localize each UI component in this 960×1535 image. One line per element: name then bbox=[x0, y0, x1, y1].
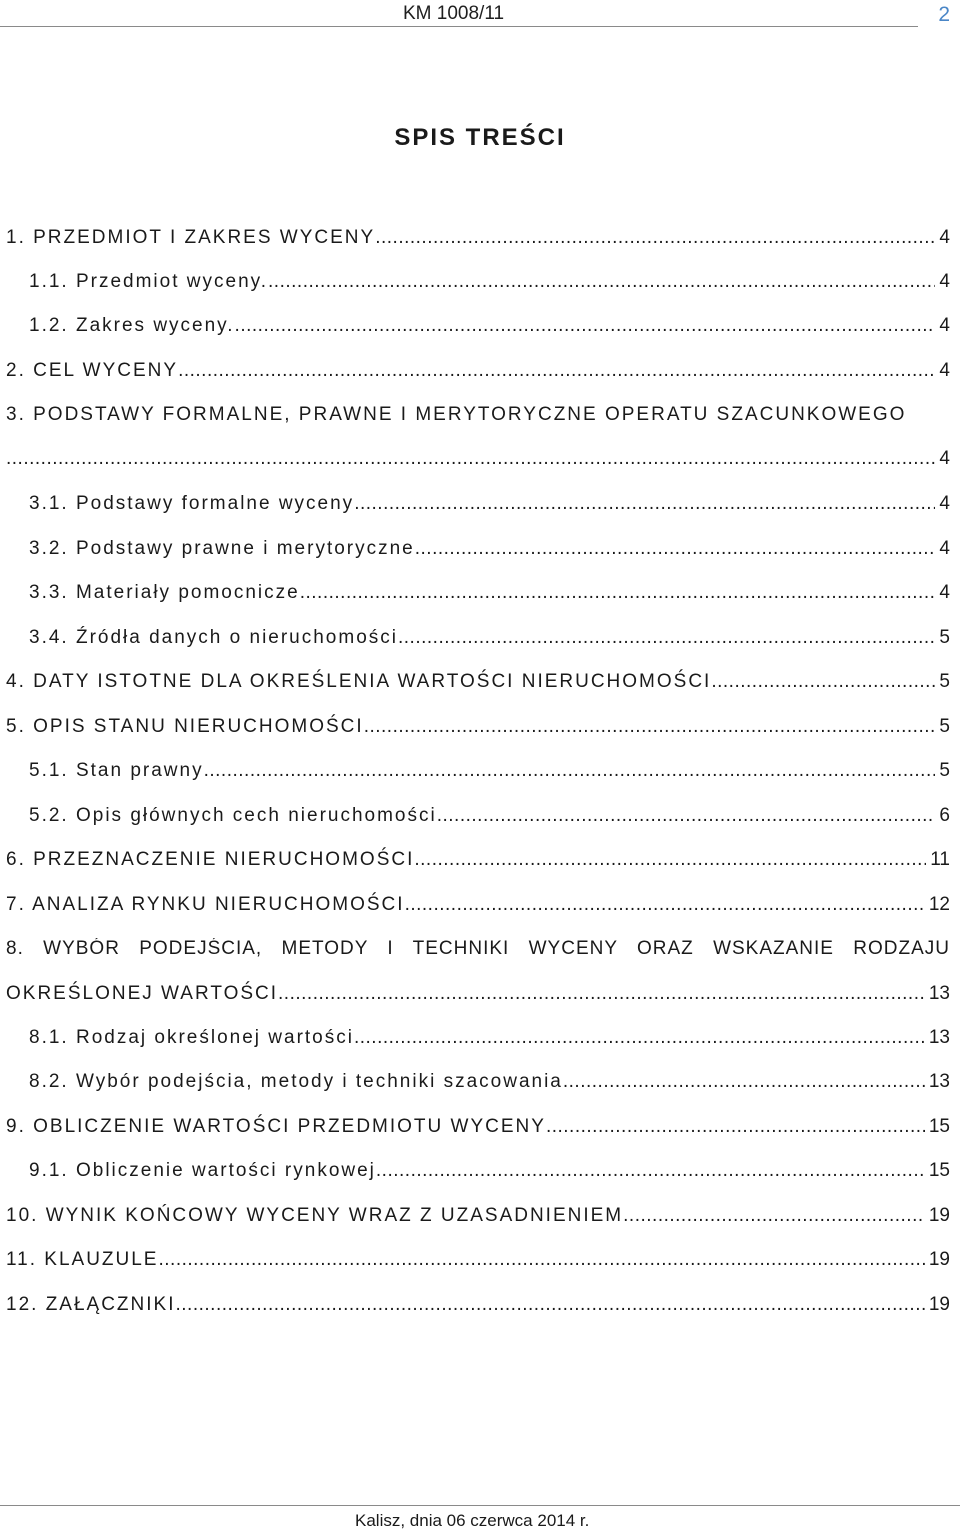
toc-entry-3-3[interactable]: 3.3. Materiały pomocnicze ..... 4 bbox=[29, 582, 950, 612]
toc-entry-3-2[interactable]: 3.2. Podstawy prawne i merytoryczne ..... 4 bbox=[29, 538, 950, 568]
toc-entry-1-1[interactable]: 1.1. Przedmiot wyceny. ..... 4 bbox=[29, 271, 950, 301]
toc-entry-8[interactable]: OKREŚLONEJ WARTOŚCI ..... 13 bbox=[6, 983, 950, 1013]
toc-entry-8-title[interactable]: 8. WYBÓR PODEJŚCIA, METODY I TECHNIKI WYCENY ORAZ WSKAZANIE RODZAJU bbox=[6, 938, 950, 959]
toc-entry-8-2[interactable]: 8.2. Wybór podejścia, metody i techniki szacowania ..... 13 bbox=[29, 1071, 950, 1101]
toc-entry-1-2[interactable]: 1.2. Zakres wyceny. ..... 4 bbox=[29, 315, 950, 345]
toc-entry-3-1[interactable]: 3.1. Podstawy formalne wyceny ..... 4 bbox=[29, 493, 950, 523]
toc-entry-5-1[interactable]: 5.1. Stan prawny ..... 5 bbox=[29, 760, 950, 790]
toc-entry-2[interactable]: 2. CEL WYCENY ..... 4 bbox=[6, 360, 950, 390]
footer-divider bbox=[0, 1505, 960, 1506]
toc-entry-6[interactable]: 6. PRZEZNACZENIE NIERUCHOMOŚCI ..... 11 bbox=[6, 849, 950, 879]
toc-entry-5[interactable]: 5. OPIS STANU NIERUCHOMOŚCI ..... 5 bbox=[6, 716, 950, 746]
toc-title: SPIS TREŚCI bbox=[394, 124, 566, 151]
toc-entry-12[interactable]: 12. ZAŁĄCZNIKI ..... 19 bbox=[6, 1294, 950, 1324]
toc-entry-8-1[interactable]: 8.1. Rodzaj określonej wartości ..... 13 bbox=[29, 1027, 950, 1057]
page-number: 2 bbox=[938, 3, 950, 26]
toc-entry-5-2[interactable]: 5.2. Opis głównych cech nieruchomości ..... 6 bbox=[29, 805, 950, 835]
toc-entry-3-title[interactable]: 3. PODSTAWY FORMALNE, PRAWNE I MERYTORYCZNE OPERATU SZACUNKOWEGO bbox=[6, 404, 907, 425]
toc-entry-9[interactable]: 9. OBLICZENIE WARTOŚCI PRZEDMIOTU WYCENY ..... 15 bbox=[6, 1116, 950, 1146]
toc-entry-3[interactable]: ..... 4 bbox=[6, 448, 950, 478]
toc-entry-10[interactable]: 10. WYNIK KOŃCOWY WYCENY WRAZ Z UZASADNIENIEM ..... 19 bbox=[6, 1205, 950, 1235]
toc-entry-9-1[interactable]: 9.1. Obliczenie wartości rynkowej ..... 15 bbox=[29, 1160, 950, 1190]
toc-entry-1[interactable]: 1. PRZEDMIOT I ZAKRES WYCENY ..... 4 bbox=[6, 227, 950, 257]
footer-place-date: Kalisz, dnia 06 czerwca 2014 r. bbox=[355, 1511, 590, 1530]
toc-entry-4[interactable]: 4. DATY ISTOTNE DLA OKREŚLENIA WARTOŚCI NIERUCHOMOŚCI ..... 5 bbox=[6, 671, 950, 701]
document-id: KM 1008/11 bbox=[403, 3, 505, 24]
toc-entry-3-4[interactable]: 3.4. Źródła danych o nieruchomości ..... 5 bbox=[29, 627, 950, 657]
toc-entry-11[interactable]: 11. KLAUZULE ..... 19 bbox=[6, 1249, 950, 1279]
toc-entry-7[interactable]: 7. ANALIZA RYNKU NIERUCHOMOŚCI ..... 12 bbox=[6, 894, 950, 924]
